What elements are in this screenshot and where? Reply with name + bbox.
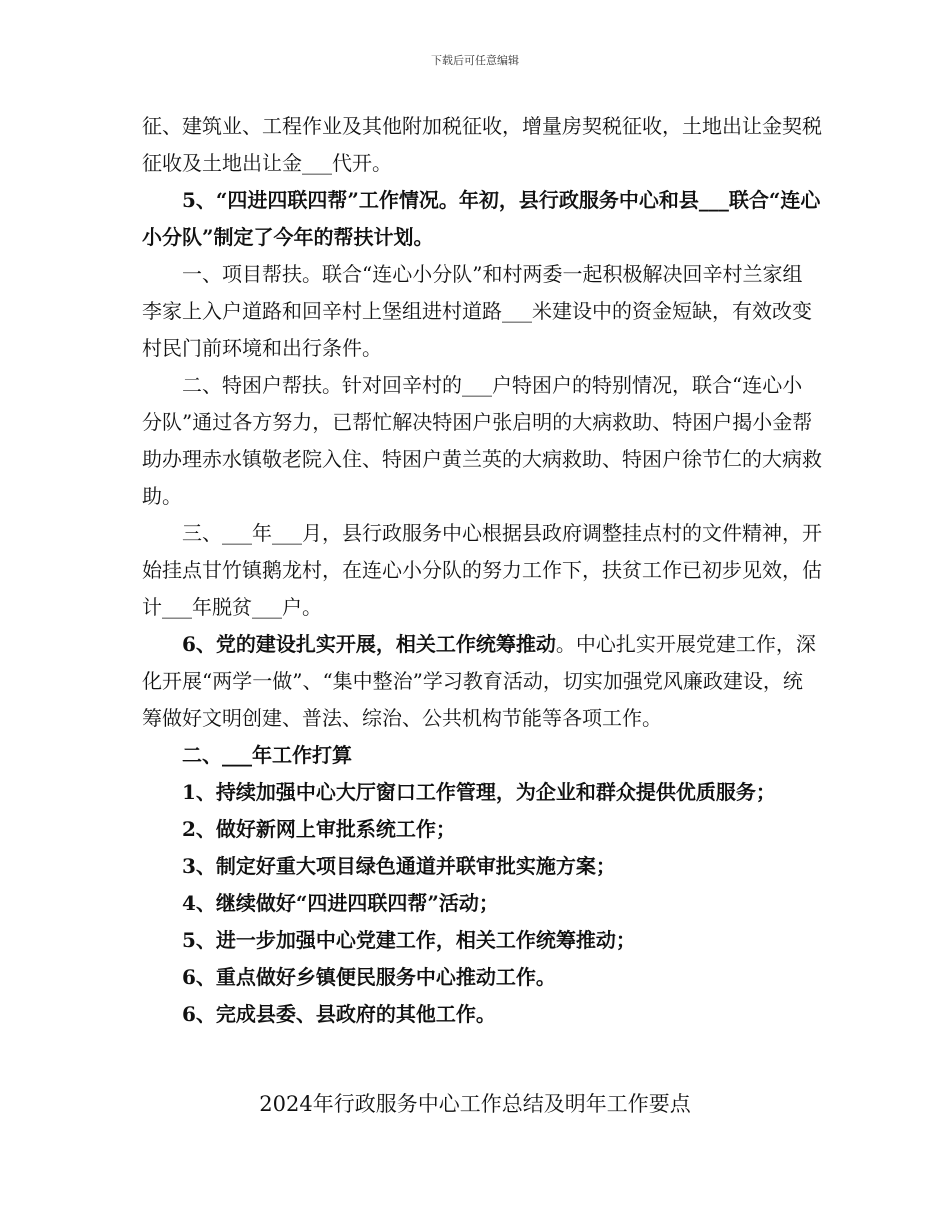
- document-title: 2024年行政服务中心工作总结及明年工作要点: [259, 1092, 691, 1116]
- party-building-text: 。中心扎实开展党建工作，深化开展“两学一做”、“集中整治”学习教育活动，切实加强党风廉政建设，统筹做好文明创建、普法、综治、公共机构节能等各项工作。: [142, 632, 816, 730]
- document-body: [142, 108, 822, 1033]
- plan-item-7: 6、完成县委、县政府的其他工作。: [182, 1002, 496, 1026]
- page-header: 下载后可任意编辑: [431, 54, 519, 67]
- paragraph-poor-household-help: 二、特困户帮扶。针对回辛村的___户特困户的特别情况，联合“连心小分队”通过各方努力，已帮忙解决特困户张启明的大病救助、特困户揭小金帮助办理赤水镇敬老院入住、特困户黄兰英的大病救助、特困户徐节仁的大病救助。: [142, 373, 822, 508]
- paragraph-four-linkage: 5、“四进四联四帮”工作情况。年初，县行政服务中心和县___联合“连心小分队”制定了今年的帮扶计划。: [142, 188, 821, 249]
- paragraph-project-help: 一、项目帮扶。联合“连心小分队”和村两委一起积极解决回辛村兰家组李家上入户道路和回辛村上堡组进村道路___米建设中的资金短缺，有效改变村民门前环境和出行条件。: [142, 262, 812, 360]
- paragraph-tax: 征、建筑业、工程作业及其他附加税征收，增量房契税征收，土地出让金契税征收及土地出让金___代开。: [142, 114, 822, 175]
- paragraph-party-building: [142, 626, 822, 737]
- paragraph-village-link: 三、___年___月，县行政服务中心根据县政府调整挂点村的文件精神，开始挂点甘竹镇鹅龙村，在连心小分队的努力工作下，扶贫工作已初步见效，估计___年脱贫___户。: [142, 521, 822, 619]
- plan-item-6: 6、重点做好乡镇便民服务中心推动工作。: [182, 965, 556, 989]
- plan-item-5: 5、进一步加强中心党建工作，相关工作统筹推动；: [182, 928, 636, 952]
- plan-item-2: 2、做好新网上审批系统工作；: [182, 817, 456, 841]
- plan-item-1: 1、持续加强中心大厅窗口工作管理，为企业和群众提供优质服务；: [182, 780, 776, 804]
- plan-item-3: 3、制定好重大项目绿色通道并联审批实施方案；: [182, 854, 616, 878]
- plan-item-4: 4、继续做好“四进四联四帮”活动；: [182, 891, 499, 915]
- party-building-lead: 6、党的建设扎实开展，相关工作统筹推动: [182, 632, 556, 656]
- plan-heading: 二、___年工作打算: [182, 743, 352, 767]
